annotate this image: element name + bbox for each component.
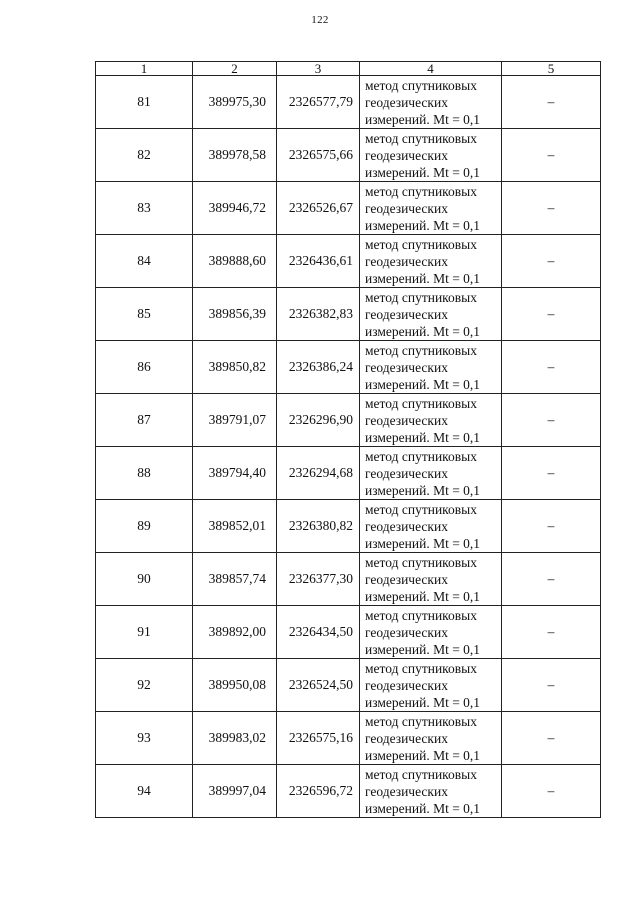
table-row [96, 394, 601, 447]
method-text-line: геодезических [365, 783, 448, 799]
method-text-line: измерений. Mt = 0,1 [365, 641, 481, 657]
x-coordinate-cell: 389997,04 [193, 765, 277, 818]
method-text-line: метод спутниковых [365, 713, 477, 729]
method-cell [360, 288, 502, 341]
method-text-line: метод спутниковых [365, 77, 477, 93]
method-text-line: метод спутниковых [365, 183, 477, 199]
coordinates-table [95, 61, 601, 818]
point-number-cell: 92 [96, 659, 193, 712]
method-text-line: метод спутниковых [365, 289, 477, 305]
point-number-cell: 83 [96, 182, 193, 235]
note-cell: – [502, 712, 601, 765]
point-number-cell: 89 [96, 500, 193, 553]
table-row [96, 447, 601, 500]
column-header: 4 [360, 62, 502, 76]
method-text-line: измерений. Mt = 0,1 [365, 376, 481, 392]
method-cell [360, 182, 502, 235]
point-number-cell: 86 [96, 341, 193, 394]
method-text-line: метод спутниковых [365, 607, 477, 623]
y-coordinate-cell: 2326436,61 [277, 235, 360, 288]
point-number-cell: 93 [96, 712, 193, 765]
table-row [96, 341, 601, 394]
method-text-line: измерений. Mt = 0,1 [365, 747, 481, 763]
method-cell [360, 500, 502, 553]
note-cell: – [502, 341, 601, 394]
method-cell [360, 765, 502, 818]
point-number-cell: 90 [96, 553, 193, 606]
method-text-line: измерений. Mt = 0,1 [365, 270, 481, 286]
y-coordinate-cell: 2326294,68 [277, 447, 360, 500]
table-row [96, 712, 601, 765]
method-text-line: метод спутниковых [365, 554, 477, 570]
method-text-line: геодезических [365, 412, 448, 428]
note-cell: – [502, 447, 601, 500]
method-text-line: измерений. Mt = 0,1 [365, 694, 481, 710]
x-coordinate-cell: 389983,02 [193, 712, 277, 765]
method-text-line: измерений. Mt = 0,1 [365, 800, 481, 816]
y-coordinate-cell: 2326296,90 [277, 394, 360, 447]
point-number-cell: 84 [96, 235, 193, 288]
method-text-line: метод спутниковых [365, 501, 477, 517]
method-text-line: метод спутниковых [365, 766, 477, 782]
method-text-line: геодезических [365, 518, 448, 534]
method-text-line: геодезических [365, 253, 448, 269]
method-text-line: измерений. Mt = 0,1 [365, 164, 481, 180]
x-coordinate-cell: 389975,30 [193, 76, 277, 129]
method-text-line: метод спутниковых [365, 660, 477, 676]
note-cell: – [502, 76, 601, 129]
method-cell [360, 606, 502, 659]
x-coordinate-cell: 389856,39 [193, 288, 277, 341]
y-coordinate-cell: 2326596,72 [277, 765, 360, 818]
note-cell: – [502, 235, 601, 288]
point-number-cell: 91 [96, 606, 193, 659]
table-row [96, 76, 601, 129]
note-cell: – [502, 288, 601, 341]
method-cell [360, 129, 502, 182]
point-number-cell: 88 [96, 447, 193, 500]
y-coordinate-cell: 2326380,82 [277, 500, 360, 553]
method-text-line: метод спутниковых [365, 395, 477, 411]
method-cell [360, 447, 502, 500]
method-text-line: измерений. Mt = 0,1 [365, 588, 481, 604]
x-coordinate-cell: 389946,72 [193, 182, 277, 235]
y-coordinate-cell: 2326382,83 [277, 288, 360, 341]
method-cell [360, 341, 502, 394]
y-coordinate-cell: 2326386,24 [277, 341, 360, 394]
table-row [96, 606, 601, 659]
x-coordinate-cell: 389794,40 [193, 447, 277, 500]
point-number-cell: 81 [96, 76, 193, 129]
page-number: 122 [311, 14, 329, 26]
method-text-line: геодезических [365, 730, 448, 746]
y-coordinate-cell: 2326524,50 [277, 659, 360, 712]
table-row [96, 129, 601, 182]
method-text-line: измерений. Mt = 0,1 [365, 429, 481, 445]
method-text-line: метод спутниковых [365, 236, 477, 252]
method-text-line: измерений. Mt = 0,1 [365, 111, 481, 127]
method-text-line: геодезических [365, 147, 448, 163]
y-coordinate-cell: 2326434,50 [277, 606, 360, 659]
x-coordinate-cell: 389888,60 [193, 235, 277, 288]
method-text-line: геодезических [365, 571, 448, 587]
y-coordinate-cell: 2326575,16 [277, 712, 360, 765]
method-cell [360, 659, 502, 712]
method-text-line: геодезических [365, 465, 448, 481]
table-row [96, 765, 601, 818]
point-number-cell: 94 [96, 765, 193, 818]
method-cell [360, 235, 502, 288]
column-header: 1 [96, 62, 193, 76]
table-row [96, 235, 601, 288]
method-cell [360, 712, 502, 765]
note-cell: – [502, 394, 601, 447]
x-coordinate-cell: 389791,07 [193, 394, 277, 447]
method-text-line: геодезических [365, 359, 448, 375]
method-cell [360, 76, 502, 129]
point-number-cell: 82 [96, 129, 193, 182]
y-coordinate-cell: 2326575,66 [277, 129, 360, 182]
table-row [96, 659, 601, 712]
table-row [96, 500, 601, 553]
table-row [96, 553, 601, 606]
column-header: 3 [277, 62, 360, 76]
method-text-line: геодезических [365, 306, 448, 322]
method-text-line: геодезических [365, 94, 448, 110]
method-text-line: метод спутниковых [365, 342, 477, 358]
x-coordinate-cell: 389978,58 [193, 129, 277, 182]
table-row [96, 182, 601, 235]
note-cell: – [502, 606, 601, 659]
method-text-line: измерений. Mt = 0,1 [365, 323, 481, 339]
note-cell: – [502, 659, 601, 712]
table-header-row [96, 62, 601, 76]
note-cell: – [502, 500, 601, 553]
point-number-cell: 85 [96, 288, 193, 341]
x-coordinate-cell: 389850,82 [193, 341, 277, 394]
note-cell: – [502, 129, 601, 182]
y-coordinate-cell: 2326526,67 [277, 182, 360, 235]
x-coordinate-cell: 389950,08 [193, 659, 277, 712]
method-text-line: измерений. Mt = 0,1 [365, 482, 481, 498]
method-text-line: геодезических [365, 677, 448, 693]
y-coordinate-cell: 2326377,30 [277, 553, 360, 606]
method-text-line: метод спутниковых [365, 448, 477, 464]
method-text-line: метод спутниковых [365, 130, 477, 146]
method-cell [360, 553, 502, 606]
table-row [96, 288, 601, 341]
column-header: 2 [193, 62, 277, 76]
method-text-line: геодезических [365, 200, 448, 216]
method-text-line: геодезических [365, 624, 448, 640]
x-coordinate-cell: 389892,00 [193, 606, 277, 659]
method-text-line: измерений. Mt = 0,1 [365, 535, 481, 551]
point-number-cell: 87 [96, 394, 193, 447]
x-coordinate-cell: 389852,01 [193, 500, 277, 553]
x-coordinate-cell: 389857,74 [193, 553, 277, 606]
note-cell: – [502, 182, 601, 235]
method-text-line: измерений. Mt = 0,1 [365, 217, 481, 233]
y-coordinate-cell: 2326577,79 [277, 76, 360, 129]
method-cell [360, 394, 502, 447]
note-cell: – [502, 553, 601, 606]
note-cell: – [502, 765, 601, 818]
column-header: 5 [502, 62, 601, 76]
